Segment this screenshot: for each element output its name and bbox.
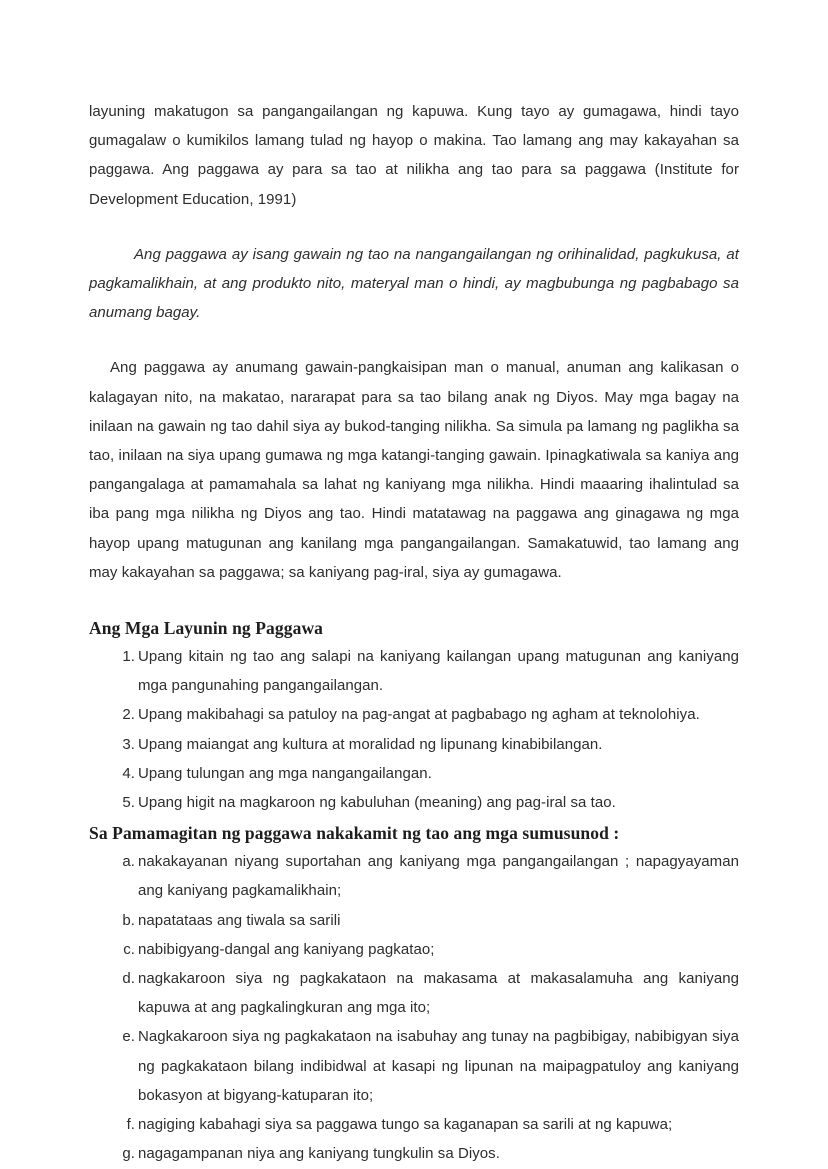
list-marker: f.: [126, 1116, 135, 1134]
list-item: [89, 1110, 739, 1139]
list-marker: a.: [122, 853, 135, 871]
list-marker: 4.: [122, 764, 135, 782]
list-item-text: nakakayanan niyang suportahan ang kaniyang mga pangangailangan ; napagyayaman ang kaniyang pagkamalikhain;: [138, 853, 739, 900]
list-marker: 5.: [122, 794, 135, 812]
list-item-text: nagkakaroon siya ng pagkakataon na makasama at makasalamuha ang kaniyang kapuwa at ang pagkalingkuran ang mga ito;: [138, 970, 739, 1017]
list-item: [89, 906, 739, 935]
list-marker: d.: [122, 970, 135, 988]
list-item-text: Nagkakaroon siya ng pagkakataon na isabuhay ang tunay na pagbibigay, nabibigyan siya ng pagkakataon bilang indibidwal at kasapi ng lipunan na maipagpatuloy ang kaniyang bokasyon at bigyang-katuparan ito;: [138, 1028, 739, 1104]
list-marker: e.: [122, 1028, 135, 1046]
list-item: [89, 642, 739, 700]
list-marker: b.: [122, 911, 135, 929]
paragraph-definition-italic: Ang paggawa ay isang gawain ng tao na nangangailangan ng orihinalidad, pagkukusa, at pagkamalikhain, at ang produkto nito, materyal man o hindi, ay magbubunga ng pagbabago sa anumang bagay.: [89, 245, 739, 322]
list-item: [89, 847, 739, 905]
list-item: [89, 788, 739, 817]
lettered-list-attainments: [89, 847, 739, 1168]
list-item: [89, 1022, 739, 1110]
list-marker: 1.: [122, 648, 135, 666]
list-item: [89, 1139, 739, 1168]
list-item: [89, 759, 739, 788]
heading-attainments-through-work: Sa Pamamagitan ng paggawa nakakamit ng tao ang mga sumusunod :: [89, 823, 620, 844]
list-marker: c.: [123, 940, 135, 958]
list-item-text: nagiging kabahagi siya sa paggawa tungo sa kaganapan sa sarili at ng kapuwa;: [138, 1116, 673, 1134]
list-item-text: napatataas ang tiwala sa sarili: [138, 911, 341, 929]
document-content: [89, 97, 739, 1169]
list-item-text: Upang higit na magkaroon ng kabuluhan (meaning) ang pag-iral sa tao.: [138, 794, 616, 812]
paragraph-nature-of-work: Ang paggawa ay anumang gawain-pangkaisipan man o manual, anuman ang kalikasan o kalagayan nito, na makatao, nararapat para sa tao bilang anak ng Diyos. May mga bagay na inilaan na gawain ng tao dahil siya ay bukod-tanging nilikha. Sa simula pa lamang ng paglikha sa tao, inilaan na siya upang gumawa ng mga katangi-tanging gawain. Ipinagkatiwala sa kaniya ang pangangalaga at pamamahala sa lahat ng kaniyang mga nilikha. Hindi maaaring ihalintulad sa iba pang mga nilikha ng Diyos ang tao. Hindi matatawag na paggawa ang ginagawa ng mga hayop upang matugunan ang kanilang mga pangangailangan. Samakatuwid, tao lamang ang may kakayahan sa paggawa; sa kaniyang pag-iral, siya ay gumagawa.: [89, 359, 739, 581]
list-item: [89, 935, 739, 964]
list-item: [89, 964, 739, 1022]
list-item-text: Upang tulungan ang mga nangangailangan.: [138, 764, 432, 782]
list-item-text: Upang makibahagi sa patuloy na pag-angat at pagbabago ng agham at teknolohiya.: [138, 706, 700, 724]
list-item: [89, 700, 739, 729]
list-marker: 2.: [122, 706, 135, 724]
list-item-text: nagagampanan niya ang kaniyang tungkulin sa Diyos.: [138, 1145, 500, 1163]
numbered-list-goals: [89, 642, 739, 817]
heading-goals-of-work: Ang Mga Layunin ng Paggawa: [89, 618, 324, 639]
paragraph-opening: layuning makatugon sa pangangailangan ng kapuwa. Kung tayo ay gumagawa, hindi tayo gumagalaw o kumikilos lamang tulad ng hayop o makina. Tao lamang ang may kakayahan sa paggawa. Ang paggawa ay para sa tao at nilikha ang tao para sa paggawa (Institute for Development Education, 1991): [89, 103, 739, 208]
list-item-text: nabibigyang-dangal ang kaniyang pagkatao;: [138, 940, 435, 958]
list-marker: 3.: [122, 735, 135, 753]
list-marker: g.: [122, 1145, 135, 1163]
list-item-text: Upang maiangat ang kultura at moralidad ng lipunang kinabibilangan.: [138, 735, 603, 753]
list-item: [89, 730, 739, 759]
list-item-text: Upang kitain ng tao ang salapi na kaniyang kailangan upang matugunan ang kaniyang mga pangunahing pangangailangan.: [138, 648, 739, 695]
